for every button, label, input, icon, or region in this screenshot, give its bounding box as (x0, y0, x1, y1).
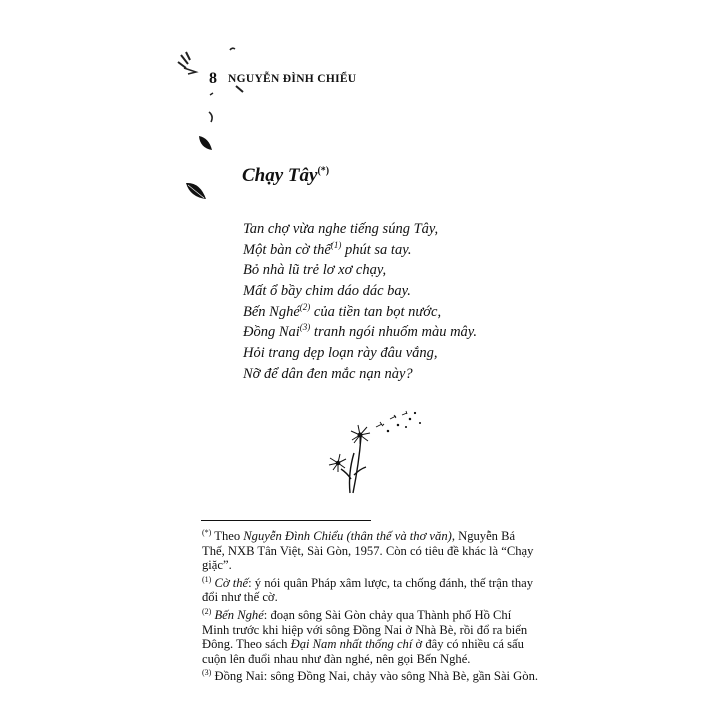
footnote-mark-1: (1) (330, 239, 342, 250)
footnote-mark-3: (3) (299, 322, 311, 333)
footnote-1: $^{(1)}$ Cờ thế: ý nói quân Pháp xâm lược, ta chống đánh, thế trận thay đổi như thế cờ. (202, 574, 534, 605)
poem-line-4: Mất ổ bầy chim dáo dác bay. (243, 282, 411, 299)
footnote-3: $^{(3)}$ Đồng Nai: sông Đồng Nai, chảy vào sông Nhà Bè, gần Sài Gòn. (202, 668, 539, 684)
poem-line-3: Bỏ nhà lũ trẻ lơ xơ chạy, (243, 262, 387, 279)
footnote-title-source: (*) Theo Nguyễn Đình Chiểu (thân thế và thơ văn), Nguyễn Bá Thế, NXB Tân Việt, Sài Gòn, 1957. Còn có tiêu đề khác là “Chạy giặc”. (202, 528, 534, 573)
poem-line-8: Nỡ để dân đen mắc nạn này? (243, 365, 413, 382)
footnote-separator (201, 520, 371, 521)
dandelion-icon (318, 405, 428, 500)
falling-leaves-icon (0, 0, 260, 220)
poem-line-7: Hỏi trang dẹp loạn rày đâu vắng, (243, 344, 438, 361)
poem-line-6: Đồng Nai$^{(3)}$ tranh ngói nhuốm màu mây. (243, 322, 478, 341)
poem-line-5: Bến Nghé$^{(2)}$ của tiền tan bọt nước, (243, 301, 442, 320)
running-header: NGUYỄN ĐÌNH CHIỂU (228, 73, 357, 85)
footnotes (202, 526, 538, 684)
poem-line-1: Tan chợ vừa nghe tiếng súng Tây, (243, 220, 439, 237)
footnote-mark-2: (2) (299, 301, 311, 312)
page-number: 8 (209, 70, 217, 87)
footnote-2: $^{(2)}$ Bến Nghé: đoạn sông Sài Gòn chảy qua Thành phố Hồ Chí Minh trước khi hiệp với sông Đồng Nai ở Nhà Bè, rồi đổ ra biển Đông. Theo sách Đại Nam nhất thống chí ở đây có nhiều cá sấu cuộn lên đuổi nhau như đàn nghé, nên gọi Bến Nghé. (202, 606, 528, 666)
poem-title-text: Chạy Tây (242, 165, 318, 186)
poem-body (243, 214, 477, 380)
poem-title-footnote-mark: (*) (317, 165, 330, 177)
poem-line-2: Một bàn cờ thế$^{(1)}$ phút sa tay. (243, 239, 412, 258)
poem-title (242, 165, 329, 187)
